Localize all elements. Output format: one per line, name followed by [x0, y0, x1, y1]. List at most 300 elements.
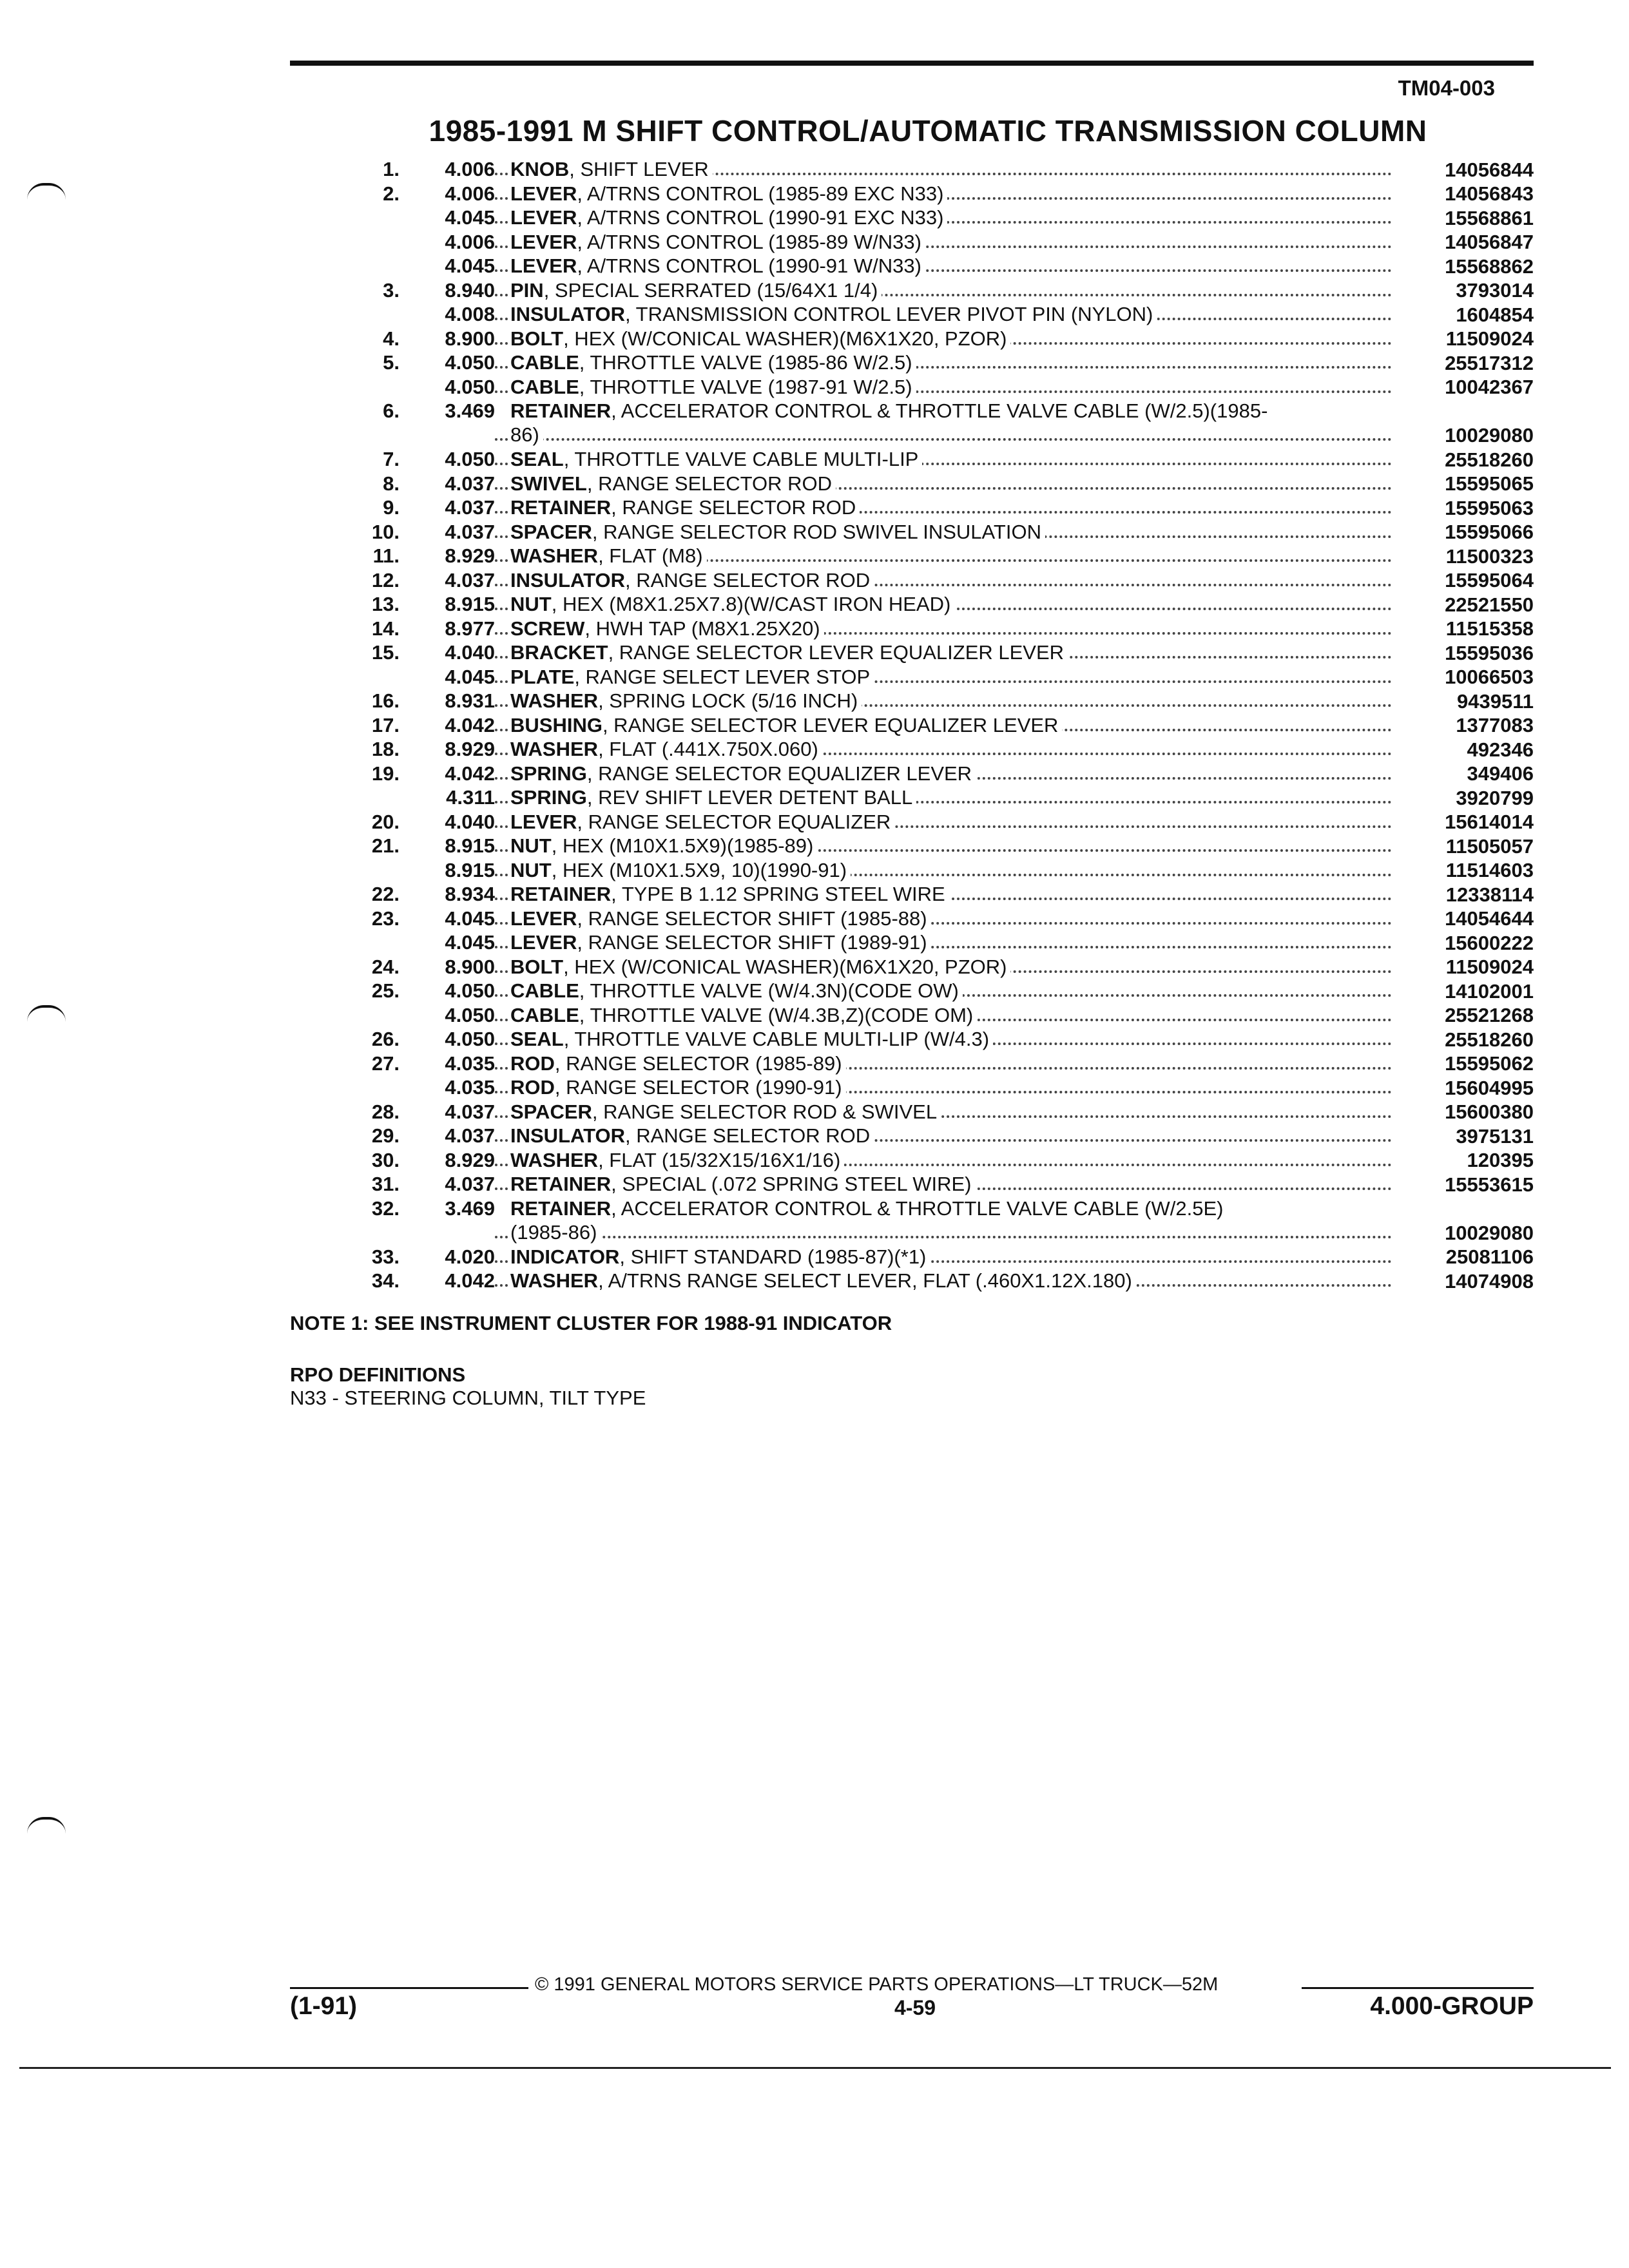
part-group-number: 4.045	[445, 206, 495, 229]
part-group-number: 4.037	[445, 496, 495, 519]
part-description	[495, 278, 1397, 302]
part-ref-number: 7.	[383, 448, 400, 470]
part-group-number: 8.929	[445, 1148, 495, 1171]
part-ref-number: 8.	[383, 472, 400, 495]
part-detail: , TYPE B 1.12 SPRING STEEL WIRE	[611, 883, 945, 905]
part-description	[495, 254, 1397, 278]
part-ref-number: 26.	[371, 1028, 400, 1050]
part-name: RETAINER	[510, 1173, 612, 1195]
part-group-number: 4.045	[445, 931, 495, 954]
part-detail: , HEX (W/CONICAL WASHER)(M6X1X20, PZOR)	[563, 955, 1007, 978]
part-ref-number: 5.	[383, 351, 400, 374]
part-name: INDICATOR	[510, 1245, 620, 1268]
part-number: 15595062	[1445, 1052, 1534, 1075]
part-name: WASHER	[510, 738, 599, 760]
part-name: RETAINER	[510, 496, 612, 519]
part-detail: , RANGE SELECTOR ROD	[611, 496, 856, 519]
part-group-number: 8.940	[445, 278, 495, 302]
part-ref-number: 19.	[371, 762, 400, 785]
part-number: 10042367	[1445, 376, 1534, 398]
footer-rule-right	[1302, 1987, 1534, 1989]
part-description	[495, 568, 1397, 592]
part-number: 15568862	[1445, 255, 1534, 278]
part-name: SCREW	[510, 617, 585, 640]
part-description	[495, 1124, 1397, 1148]
part-detail: , RANGE SELECT LEVER STOP	[574, 665, 871, 688]
part-detail: , SPECIAL (.072 SPRING STEEL WIRE)	[611, 1173, 972, 1195]
part-name: LEVER	[510, 810, 577, 833]
part-detail: , RANGE SELECTOR LEVER EQUALIZER LEVER	[602, 713, 1059, 736]
part-ref-number: 4.	[383, 327, 400, 350]
part-number: 14102001	[1445, 979, 1534, 1003]
part-detail: , RANGE SELECTOR ROD SWIVEL INSULATION	[592, 520, 1041, 543]
part-detail: , THROTTLE VALVE (W/4.3B,Z)(CODE OM)	[579, 1003, 974, 1026]
part-row	[335, 399, 1534, 447]
part-description	[495, 810, 1397, 834]
part-group-number: 4.050	[445, 1003, 495, 1026]
part-row	[335, 1075, 1534, 1100]
punch-hole-mark	[27, 1817, 66, 1834]
part-number: 25518260	[1445, 1028, 1534, 1051]
part-row	[335, 520, 1534, 544]
part-row	[335, 472, 1534, 496]
part-name: BRACKET	[510, 641, 608, 664]
part-name: LEVER	[510, 206, 577, 229]
part-name: INSULATOR	[510, 303, 625, 325]
part-detail: , RANGE SELECTOR EQUALIZER LEVER	[586, 762, 972, 785]
part-row	[335, 1027, 1534, 1052]
part-group-number: 4.037	[445, 568, 495, 591]
part-name: BOLT	[510, 327, 564, 350]
part-detail: , ACCELERATOR CONTROL & THROTTLE VALVE CABLE (W/2.5)(1985-	[611, 399, 1268, 422]
part-group-number: 8.934	[445, 883, 495, 905]
part-group-number: 4.040	[445, 641, 495, 664]
part-name: CABLE	[510, 375, 579, 398]
part-row	[335, 785, 1534, 810]
part-ref-number: 3.	[383, 278, 400, 302]
part-group-number: 4.006	[445, 158, 495, 180]
footer-page-number: 4-59	[894, 1996, 936, 2019]
part-number: 15604995	[1445, 1076, 1534, 1099]
part-row	[335, 1172, 1534, 1196]
part-group-number: 4.006	[445, 182, 495, 205]
part-ref-number: 24.	[371, 955, 400, 978]
part-ref-number: 28.	[371, 1100, 400, 1123]
part-description	[495, 762, 1397, 785]
part-group-number: 4.045	[445, 255, 495, 277]
part-number: 25521268	[1445, 1004, 1534, 1026]
header-rule	[290, 61, 1534, 66]
part-detail: , RANGE SELECTOR ROD	[586, 472, 832, 495]
part-name: SPACER	[510, 1100, 592, 1123]
part-ref-number: 20.	[371, 810, 400, 833]
part-group-number: 4.045	[445, 907, 495, 930]
part-number: 10029080	[1445, 1221, 1534, 1244]
part-group-number: 4.050	[445, 351, 495, 374]
part-ref-number: 9.	[383, 496, 400, 519]
part-description	[495, 882, 1397, 906]
part-name: SWIVEL	[510, 472, 587, 495]
part-description	[495, 327, 1397, 351]
part-description	[495, 907, 1397, 930]
part-name: NUT	[510, 834, 552, 857]
part-description	[495, 617, 1397, 640]
part-group-number: 4.008	[445, 303, 495, 325]
part-description	[495, 1172, 1397, 1196]
part-name: WASHER	[510, 544, 599, 567]
part-group-number: 8.915	[445, 858, 495, 881]
part-ref-number: 23.	[371, 907, 400, 930]
part-number: 22521550	[1445, 593, 1534, 616]
part-group-number: 4.035	[445, 1076, 495, 1099]
part-row	[335, 495, 1534, 520]
part-detail: , HWH TAP (M8X1.25X20)	[584, 617, 820, 640]
part-name: INSULATOR	[510, 1124, 625, 1147]
part-name: CABLE	[510, 979, 579, 1002]
part-row	[335, 278, 1534, 303]
part-name: NUT	[510, 858, 552, 881]
part-number: 25081106	[1445, 1245, 1534, 1268]
part-description	[495, 1075, 1397, 1099]
document-id: TM04-003	[1398, 76, 1495, 100]
part-name: PLATE	[510, 665, 575, 688]
part-detail: , RANGE SELECTOR LEVER EQUALIZER LEVER	[608, 641, 1065, 664]
part-row	[335, 1245, 1534, 1269]
part-description	[495, 399, 1397, 447]
part-group-number: 4.040	[445, 810, 495, 833]
part-description	[495, 785, 1397, 809]
leader-dots	[495, 1236, 1392, 1238]
part-detail: , THROTTLE VALVE (1987-91 W/2.5)	[579, 375, 912, 398]
part-description	[495, 640, 1397, 664]
part-detail: , SHIFT STANDARD (1985-87)(*1)	[619, 1245, 927, 1268]
part-number: 11505057	[1445, 834, 1534, 858]
part-ref-number: 31.	[371, 1173, 400, 1195]
part-name: SPACER	[510, 520, 592, 543]
punch-hole-mark	[27, 1005, 66, 1022]
part-row	[335, 907, 1534, 931]
part-name: WASHER	[510, 1148, 599, 1171]
part-description	[495, 230, 1397, 254]
part-name: KNOB	[510, 158, 570, 180]
part-number: 11515358	[1445, 617, 1534, 640]
part-row	[335, 1100, 1534, 1124]
part-group-number: 4.042	[445, 1269, 495, 1292]
rpo-definition: N33 - STEERING COLUMN, TILT TYPE	[290, 1387, 646, 1409]
part-name: LEVER	[510, 907, 577, 930]
part-group-number: 8.915	[445, 834, 495, 857]
part-number: 15614014	[1445, 811, 1534, 833]
part-group-number: 8.929	[445, 544, 495, 567]
part-description	[495, 182, 1397, 206]
part-description	[495, 302, 1397, 326]
part-detail: , SPECIAL SERRATED (15/64X1 1/4)	[543, 278, 878, 302]
part-description	[495, 1027, 1397, 1051]
part-number: 15595064	[1445, 569, 1534, 591]
bottom-rule	[19, 2067, 1611, 2069]
part-group-number: 4.042	[445, 713, 495, 736]
part-name: NUT	[510, 593, 552, 615]
part-group-number: 8.900	[445, 327, 495, 350]
part-description	[495, 1148, 1397, 1172]
part-number: 3793014	[1456, 279, 1534, 302]
footer-date: (1-91)	[290, 1992, 358, 2020]
part-row	[335, 230, 1534, 255]
part-ref-number: 25.	[371, 979, 400, 1002]
footer-copyright: © 1991 GENERAL MOTORS SERVICE PARTS OPERATIONS—LT TRUCK—52M	[535, 1974, 1219, 1995]
part-row	[335, 617, 1534, 641]
part-description	[495, 689, 1397, 713]
part-detail: , A/TRNS CONTROL (1985-89 EXC N33)	[577, 182, 944, 205]
part-group-number: 4.037	[445, 472, 495, 495]
part-number: 349406	[1467, 762, 1534, 785]
part-description	[495, 157, 1397, 181]
part-group-number: 4.037	[445, 520, 495, 543]
part-row	[335, 1196, 1534, 1245]
part-number: 12338114	[1445, 883, 1534, 906]
part-description	[495, 955, 1397, 979]
part-row	[335, 302, 1534, 327]
part-ref-number: 1.	[383, 158, 400, 180]
part-row	[335, 882, 1534, 907]
part-row	[335, 762, 1534, 786]
part-detail: , FLAT (.441X.750X.060)	[598, 738, 818, 760]
part-number: 15595036	[1445, 641, 1534, 664]
part-row	[335, 713, 1534, 738]
part-description	[495, 737, 1397, 761]
part-ref-number: 11.	[372, 544, 400, 567]
part-row	[335, 665, 1534, 689]
part-ref-number: 6.	[383, 399, 400, 422]
part-number: 15600222	[1445, 931, 1534, 954]
part-ref-number: 12.	[371, 568, 400, 591]
part-group-number: 4.006	[445, 230, 495, 253]
part-name: ROD	[510, 1076, 555, 1099]
part-detail: , RANGE SELECTOR SHIFT (1985-88)	[577, 907, 927, 930]
part-number: 15600380	[1445, 1100, 1534, 1123]
part-detail: , RANGE SELECTOR SHIFT (1989-91)	[577, 931, 927, 954]
part-group-number: 4.035	[445, 1052, 495, 1075]
part-row	[335, 858, 1534, 883]
part-detail: , SHIFT LEVER	[569, 158, 709, 180]
part-number: 14056844	[1445, 158, 1534, 181]
part-ref-number: 18.	[371, 738, 400, 760]
part-ref-number: 21.	[371, 834, 400, 857]
part-description-cont: (1985-86)	[510, 1221, 601, 1244]
part-row	[335, 810, 1534, 834]
part-name: RETAINER	[510, 399, 612, 422]
part-group-number: 8.915	[445, 593, 495, 615]
part-ref-number: 16.	[371, 689, 400, 712]
part-number: 14054644	[1445, 907, 1534, 930]
part-number: 492346	[1467, 738, 1534, 761]
part-description	[495, 375, 1397, 399]
part-detail: , HEX (M8X1.25X7.8)(W/CAST IRON HEAD)	[551, 593, 951, 615]
part-row	[335, 351, 1534, 375]
part-number: 1377083	[1456, 714, 1534, 736]
part-description	[495, 713, 1397, 737]
part-name: BUSHING	[510, 713, 602, 736]
footer-group: 4.000-GROUP	[1370, 1992, 1534, 2020]
part-row	[335, 157, 1534, 182]
part-description	[495, 495, 1397, 519]
part-description	[495, 351, 1397, 374]
part-group-number: 4.050	[445, 1028, 495, 1050]
part-name: CABLE	[510, 1003, 579, 1026]
part-name: BOLT	[510, 955, 564, 978]
note-text: NOTE 1: SEE INSTRUMENT CLUSTER FOR 1988-91 INDICATOR	[290, 1312, 892, 1334]
part-detail: , THROTTLE VALVE CABLE MULTI-LIP (W/4.3)	[563, 1028, 990, 1050]
part-number: 1604854	[1456, 303, 1534, 326]
part-row	[335, 834, 1534, 858]
part-description	[495, 1196, 1397, 1244]
part-number: 9439511	[1457, 689, 1534, 713]
part-detail: , RANGE SELECTOR ROD	[624, 1124, 871, 1147]
part-name: WASHER	[510, 689, 599, 712]
part-detail: , A/TRNS RANGE SELECT LEVER, FLAT (.460X1.12X.180)	[598, 1269, 1132, 1292]
part-row	[335, 592, 1534, 617]
part-number: 11509024	[1445, 956, 1534, 978]
part-ref-number: 13.	[371, 593, 400, 615]
part-detail: , A/TRNS CONTROL (1990-91 W/N33)	[577, 255, 921, 277]
part-group-number: 4.020	[445, 1245, 495, 1268]
part-name: LEVER	[510, 182, 577, 205]
part-number: 11509024	[1445, 327, 1534, 350]
part-row	[335, 447, 1534, 472]
part-group-number: 4.037	[445, 1100, 495, 1123]
part-name: WASHER	[510, 1269, 599, 1292]
part-description-cont: 86)	[510, 423, 543, 446]
part-detail: , RANGE SELECTOR ROD & SWIVEL	[592, 1100, 938, 1123]
part-number: 120395	[1467, 1149, 1534, 1171]
part-row	[335, 568, 1534, 593]
part-detail: , RANGE SELECTOR (1985-89)	[554, 1052, 842, 1075]
part-description	[495, 447, 1397, 471]
part-number: 10029080	[1445, 424, 1534, 447]
punch-hole-mark	[27, 183, 66, 200]
part-name: RETAINER	[510, 1196, 612, 1220]
part-row	[335, 182, 1534, 206]
part-group-number: 4.050	[445, 979, 495, 1002]
part-ref-number: 14.	[371, 617, 400, 640]
part-description	[495, 1245, 1397, 1269]
part-description	[495, 930, 1397, 954]
part-detail: , RANGE SELECTOR (1990-91)	[554, 1076, 842, 1099]
part-name: SPRING	[510, 762, 587, 785]
part-number: 15595066	[1445, 521, 1534, 543]
part-ref-number: 34.	[371, 1269, 400, 1292]
part-description	[495, 472, 1397, 495]
part-row	[335, 640, 1534, 665]
part-group-number: 8.977	[445, 617, 495, 640]
part-row	[335, 979, 1534, 1003]
part-name: PIN	[510, 278, 544, 302]
part-ref-number: 15.	[371, 641, 400, 664]
part-row	[335, 544, 1534, 568]
part-detail: , THROTTLE VALVE (W/4.3N)(CODE OW)	[579, 979, 959, 1002]
part-name: LEVER	[510, 230, 577, 253]
part-row	[335, 327, 1534, 351]
part-number: 25517312	[1445, 351, 1534, 374]
part-number: 11500323	[1445, 544, 1534, 568]
part-detail: , TRANSMISSION CONTROL LEVER PIVOT PIN (NYLON)	[624, 303, 1153, 325]
part-description	[495, 520, 1397, 544]
part-group-number: 8.929	[445, 738, 495, 760]
part-row	[335, 930, 1534, 955]
part-row	[335, 1052, 1534, 1076]
part-group-number: 4.037	[445, 1124, 495, 1147]
part-ref-number: 32.	[371, 1196, 400, 1220]
parts-list	[335, 157, 1534, 1293]
part-name: LEVER	[510, 255, 577, 277]
part-ref-number: 10.	[371, 520, 400, 543]
part-detail: , A/TRNS CONTROL (1990-91 EXC N33)	[577, 206, 944, 229]
part-detail: , HEX (M10X1.5X9)(1985-89)	[551, 834, 814, 857]
part-detail: , RANGE SELECTOR EQUALIZER	[577, 810, 891, 833]
part-description	[495, 834, 1397, 858]
part-row	[335, 689, 1534, 713]
part-row	[335, 955, 1534, 979]
part-name: SEAL	[510, 448, 564, 470]
part-ref-number: 27.	[371, 1052, 400, 1075]
part-description	[495, 979, 1397, 1003]
part-detail: , FLAT (15/32X15/16X1/16)	[598, 1148, 841, 1171]
part-description	[495, 1003, 1397, 1027]
part-detail: , ACCELERATOR CONTROL & THROTTLE VALVE CABLE (W/2.5E)	[611, 1196, 1224, 1220]
part-description	[495, 665, 1397, 689]
part-number: 10066503	[1445, 666, 1534, 688]
part-group-number: 3.469	[445, 399, 495, 422]
part-description	[495, 1052, 1397, 1075]
part-name: SPRING	[510, 786, 587, 809]
rpo-heading: RPO DEFINITIONS	[290, 1363, 466, 1386]
part-detail: , HEX (M10X1.5X9, 10)(1990-91)	[551, 858, 847, 881]
part-description	[495, 544, 1397, 568]
part-group-number: 8.931	[445, 689, 495, 712]
part-description	[495, 1269, 1397, 1293]
part-ref-number: 22.	[371, 883, 400, 905]
part-detail: , A/TRNS CONTROL (1985-89 W/N33)	[577, 230, 921, 253]
part-row	[335, 375, 1534, 399]
part-group-number: 4.050	[445, 375, 495, 398]
part-group-number: 8.900	[445, 955, 495, 978]
part-number: 14056843	[1445, 182, 1534, 205]
part-description	[495, 206, 1397, 229]
part-number: 15568861	[1445, 206, 1534, 229]
part-row	[335, 1124, 1534, 1148]
part-name: INSULATOR	[510, 568, 625, 591]
part-description	[495, 1100, 1397, 1124]
part-number: 25518260	[1445, 448, 1534, 471]
part-row	[335, 1269, 1534, 1293]
part-name: ROD	[510, 1052, 555, 1075]
part-row	[335, 1003, 1534, 1028]
part-ref-number: 29.	[371, 1124, 400, 1147]
part-group-number: 4.050	[445, 448, 495, 470]
part-group-number: 4.042	[445, 762, 495, 785]
part-name: CABLE	[510, 351, 579, 374]
part-name: RETAINER	[510, 883, 612, 905]
part-detail: , THROTTLE VALVE CABLE MULTI-LIP	[563, 448, 919, 470]
part-name: SEAL	[510, 1028, 564, 1050]
part-number: 14074908	[1445, 1269, 1534, 1293]
part-row	[335, 254, 1534, 278]
part-row	[335, 737, 1534, 762]
part-number: 14056847	[1445, 231, 1534, 253]
part-group-number: 4.311	[446, 786, 495, 809]
part-ref-number: 2.	[383, 182, 400, 205]
part-number: 3975131	[1456, 1124, 1534, 1148]
